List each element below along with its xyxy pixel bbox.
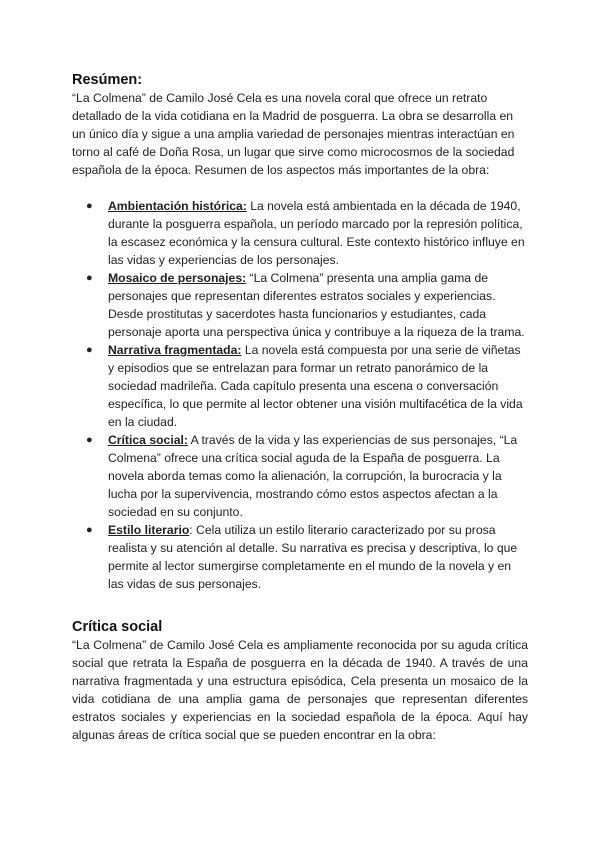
item-text: “La Colmena” presenta una amplia gama de personajes que representan diferentes estratos sociales y experiencias. Desde prostitutas y sacerdotes hasta funcionarios y estudiantes, cada personaje aporta una perspectiva única y contribuye a la riqueza de la trama. [108, 271, 525, 339]
item-text: La novela está compuesta por una serie de viñetas y episodios que se entrelazan para formar un retrato panorámico de la sociedad madrileña. Cada capítulo presenta una escena o conversación específica, lo que permite al lector obtener una visión multifacética de la vida en la ciudad. [108, 343, 523, 429]
item-term: Mosaico de personajes: [108, 271, 247, 285]
item-term: Estilo literario [108, 523, 190, 537]
critica-social-intro: “La Colmena” de Camilo José Cela es ampliamente reconocida por su aguda crítica social que retrata la España de posguerra en la década de 1940. A través de una narrativa fragmentada y una estructura episódica, Cela presenta un mosaico de la vida cotidiana de una amplia gama de personajes que representan diferentes estratos sociales y experiencias en la sociedad española de la época. Aquí hay algunas áreas de crítica social que se pueden encontrar en la obra: [72, 638, 528, 742]
bullet-icon: ● [86, 344, 93, 356]
item-term: Ambientación histórica: [108, 199, 247, 213]
item-text: A través de la vida y las experiencias de sus personajes, “La Colmena” ofrece una crítica social aguda de la España de posguerra. La novela aborda temas como la alienación, la corrupción, la burocracia y la lucha por la supervivencia, mostrando cómo estos aspectos afectan a la sociedad en su conjunto. [108, 433, 518, 519]
bullet-icon: ● [86, 200, 93, 212]
summary-section [72, 72, 528, 593]
summary-heading: Resúmen: [72, 72, 143, 88]
list-item-mosaico [72, 269, 528, 341]
item-text: La novela está ambientada en la década de 1940, durante la posguerra española, un período marcado por la represión política, la escasez económica y la censura cultural. Este contexto histórico influye en las vidas y experiencias de los personajes. [108, 199, 525, 267]
list-item-ambientacion [72, 197, 528, 269]
item-text: : Cela utiliza un estilo literario caracterizado por su prosa realista y su atención al detalle. Su narrativa es precisa y descriptiva, lo que permite al lector sumergirse completamente en el mundo de la novela y en las vidas de sus personajes. [108, 523, 518, 591]
summary-intro: “La Colmena” de Camilo José Cela es una novela coral que ofrece un retrato detallado de la vida cotidiana en la Madrid de posguerra. La obra se desarrolla en un único día y sigue a una amplia variedad de personajes mientras interactúan en torno al café de Doña Rosa, un lugar que sirve como microcosmos de la sociedad española de la época. Resumen de los aspectos más importantes de la obra: [72, 91, 515, 177]
critica-social-section [72, 619, 528, 744]
bullet-icon: ● [86, 434, 93, 446]
bullet-icon: ● [86, 524, 93, 536]
item-term: Crítica social: [108, 433, 188, 447]
list-item-critica [72, 431, 528, 521]
list-item-estilo [72, 521, 528, 593]
aspects-list [72, 197, 528, 593]
item-term: Narrativa fragmentada: [108, 343, 242, 357]
bullet-icon: ● [86, 272, 93, 284]
critica-social-heading: Crítica social [72, 619, 163, 635]
list-item-narrativa [72, 341, 528, 431]
